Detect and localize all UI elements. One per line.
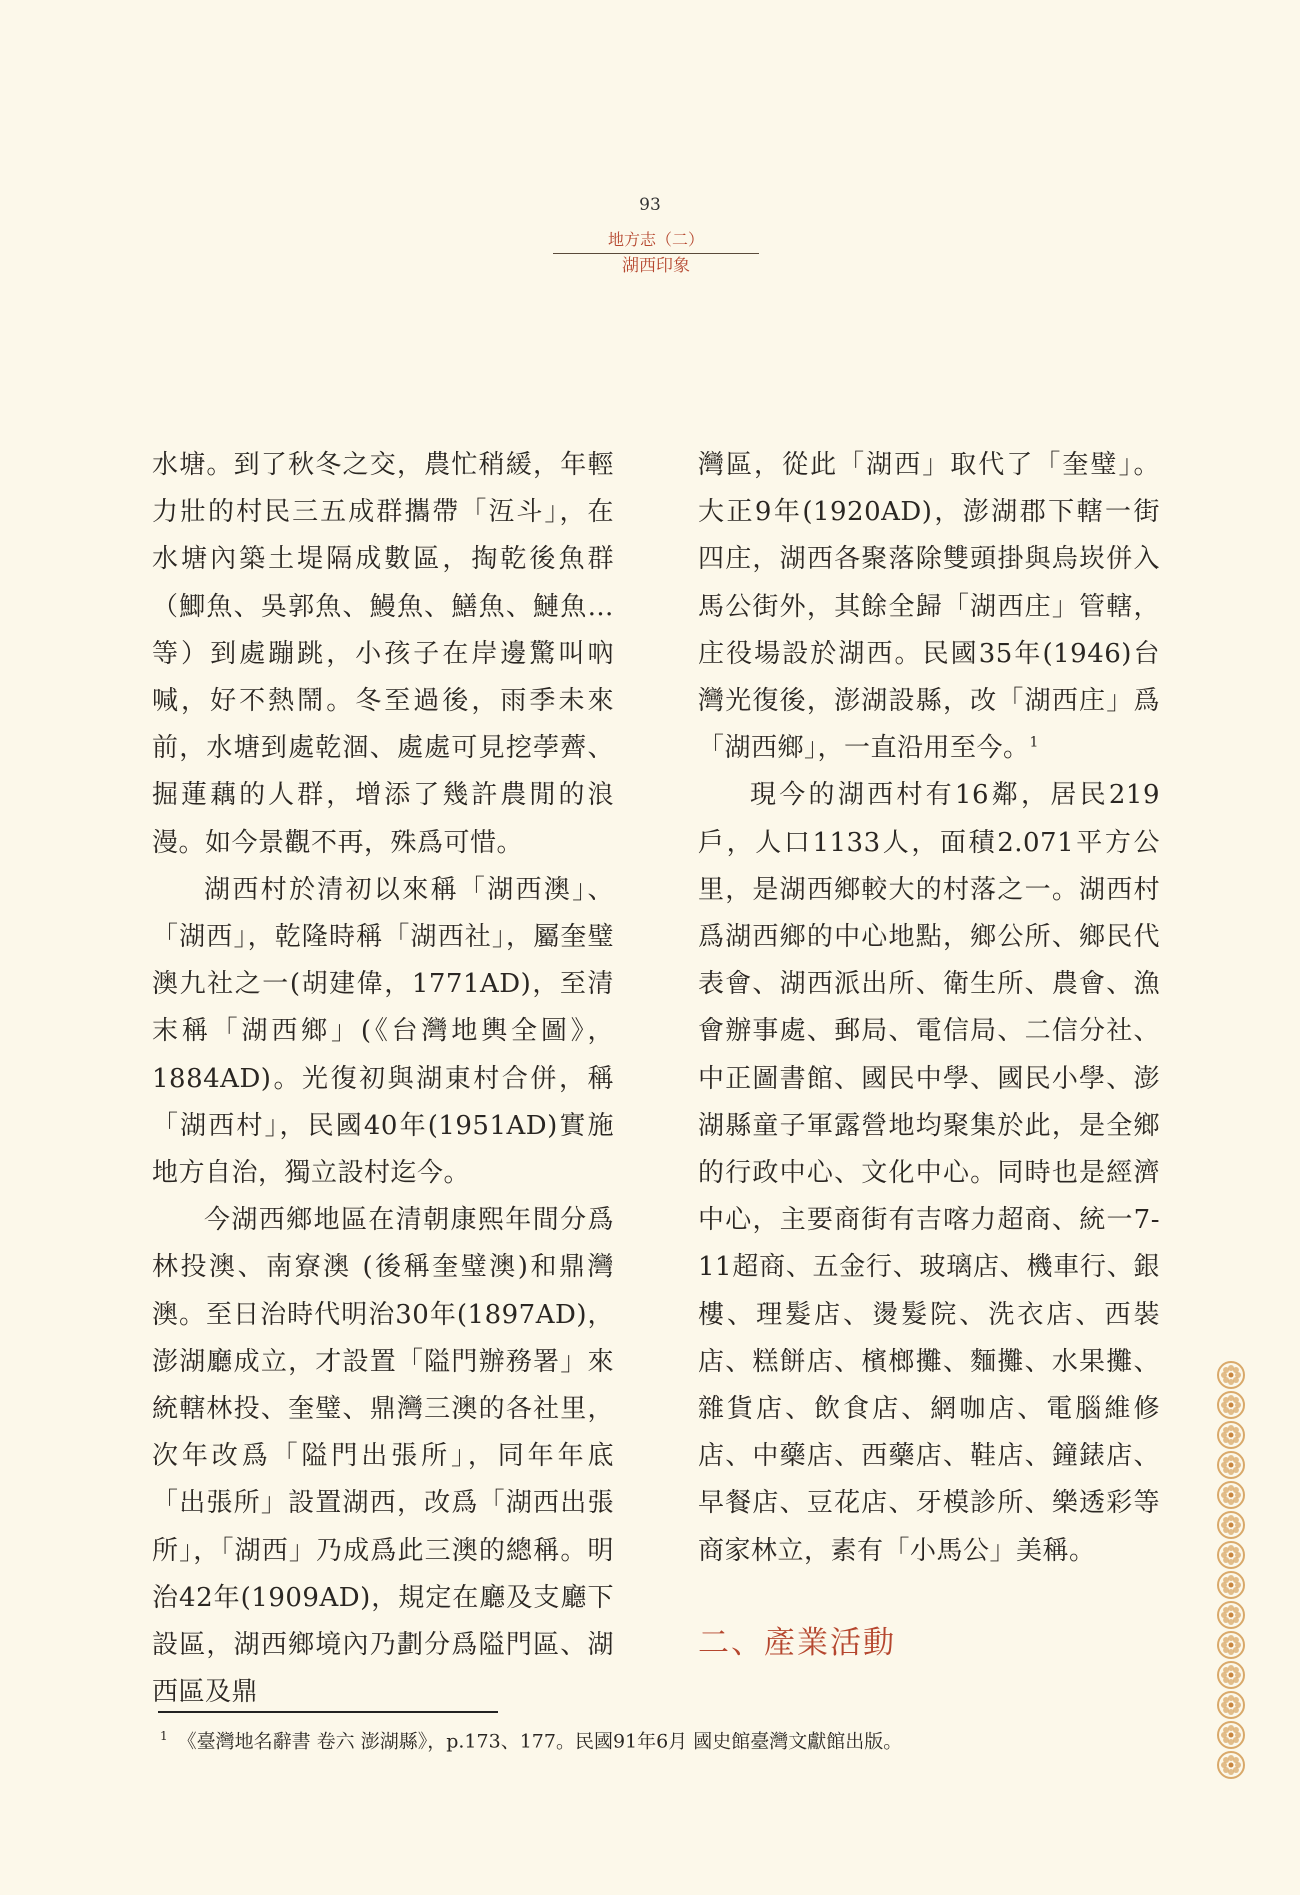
section-title: 湖西印象 <box>622 256 690 276</box>
decorative-flower-strip-icon <box>1207 1360 1255 1780</box>
paragraph: 今湖西鄉地區在清朝康熙年間分爲林投澳、南寮澳 (後稱奎璧澳)和鼎灣澳。至日治時代明治30年(1897AD)，澎湖廳成立，才設置「隘門辦務署」來統轄林投、奎璧、鼎灣三澳的各社里，次年改爲「隘門出張所」，同年年底「出張所」設置湖西，改爲「湖西出張所」，「湖西」乃成爲此三澳的總稱。明治42年(1909AD)，規定在廳及支廳下設區，湖西鄉境內乃劃分爲隘門區、湖西區及鼎 <box>152 1205 614 1708</box>
section-heading: 二、產業活動 <box>698 1625 896 1661</box>
left-column <box>152 442 614 1716</box>
flower-ornament-icon <box>1218 1632 1244 1658</box>
page-number: 93 <box>639 195 661 215</box>
running-head <box>553 230 759 278</box>
right-column <box>698 442 1160 1575</box>
flower-ornament-icon <box>1218 1692 1244 1718</box>
footnote <box>160 1722 1120 1755</box>
chapter-title: 地方志（二） <box>607 230 704 249</box>
paragraph: 水塘。到了秋冬之交，農忙稍緩，年輕力壯的村民三五成群攜帶「沍斗」，在水塘內築土堤隔成數區，掏乾後魚群（鯽魚、吳郭魚、鰻魚、鱔魚、鰱魚…等）到處蹦跳，小孩子在岸邊驚叫吶喊，好不熱鬧。冬至過後，雨季未來前，水塘到處乾涸、處處可見挖荸薺、掘蓮藕的人群，增添了幾許農閒的浪漫。如今景觀不再，殊爲可惜。 <box>152 450 614 858</box>
flower-ornament-icon <box>1218 1482 1244 1508</box>
footnote-rule <box>158 1711 498 1713</box>
flower-ornament-icon <box>1218 1362 1244 1388</box>
flower-ornament-icon <box>1218 1602 1244 1628</box>
flower-ornament-icon <box>1218 1512 1244 1538</box>
flower-ornament-icon <box>1218 1422 1244 1448</box>
flower-ornament-icon <box>1218 1572 1244 1598</box>
flower-ornament-icon <box>1218 1752 1244 1778</box>
footnote-mark: 1 <box>160 1729 168 1743</box>
flower-ornament-icon <box>1218 1542 1244 1568</box>
footnote-reference[interactable]: 1 <box>1029 734 1039 751</box>
paragraph: 湖西村於清初以來稱「湖西澳」、「湖西」，乾隆時稱「湖西社」，屬奎璧澳九社之一(胡建偉，1771AD)，至清末稱「湖西鄉」(《台灣地輿全圖》，1884AD)。光復初與湖東村合併，稱「湖西村」，民國40年(1951AD)實施地方自治，獨立設村迄今。 <box>152 874 614 1189</box>
flower-ornament-icon <box>1218 1392 1244 1418</box>
paragraph-text: 灣區，從此「湖西」取代了「奎璧」。大正9年(1920AD)，澎湖郡下轄一街四庄，湖西各聚落除雙頭掛與烏崁併入馬公街外，其餘全歸「湖西庄」管轄，庄役場設於湖西。民國35年(1946)台灣光復後，澎湖設縣，改「湖西庄」爲「湖西鄉」，一直沿用至今。 <box>698 450 1160 764</box>
paragraph: 現今的湖西村有16鄰，居民219戶，人口1133人，面積2.071平方公里，是湖西鄉較大的村落之一。湖西村爲湖西鄉的中心地點，鄉公所、鄉民代表會、湖西派出所、衛生所、農會、漁會辦事處、郵局、電信局、二信分社、中正圖書館、國民中學、國民小學、澎湖縣童子軍露營地均聚集於此，是全鄉的行政中心、文化中心。同時也是經濟中心，主要商街有吉喀力超商、統一7-11超商、五金行、玻璃店、機車行、銀樓、理髮店、燙髮院、洗衣店、西裝店、糕餅店、檳榔攤、麵攤、水果攤、雜貨店、飲食店、網咖店、電腦維修店、中藥店、西藥店、鞋店、鐘錶店、早餐店、豆花店、牙模診所、樂透彩等商家林立，素有「小馬公」美稱。 <box>698 780 1160 1566</box>
flower-ornament-icon <box>1218 1452 1244 1478</box>
flower-ornament-icon <box>1218 1662 1244 1688</box>
paragraph <box>698 442 1160 772</box>
footnote-text: 《臺灣地名辭書 卷六 澎湖縣》，p.173、177。民國91年6月 國史館臺灣文獻館出版。 <box>177 1730 903 1753</box>
flower-ornament-icon <box>1218 1722 1244 1748</box>
